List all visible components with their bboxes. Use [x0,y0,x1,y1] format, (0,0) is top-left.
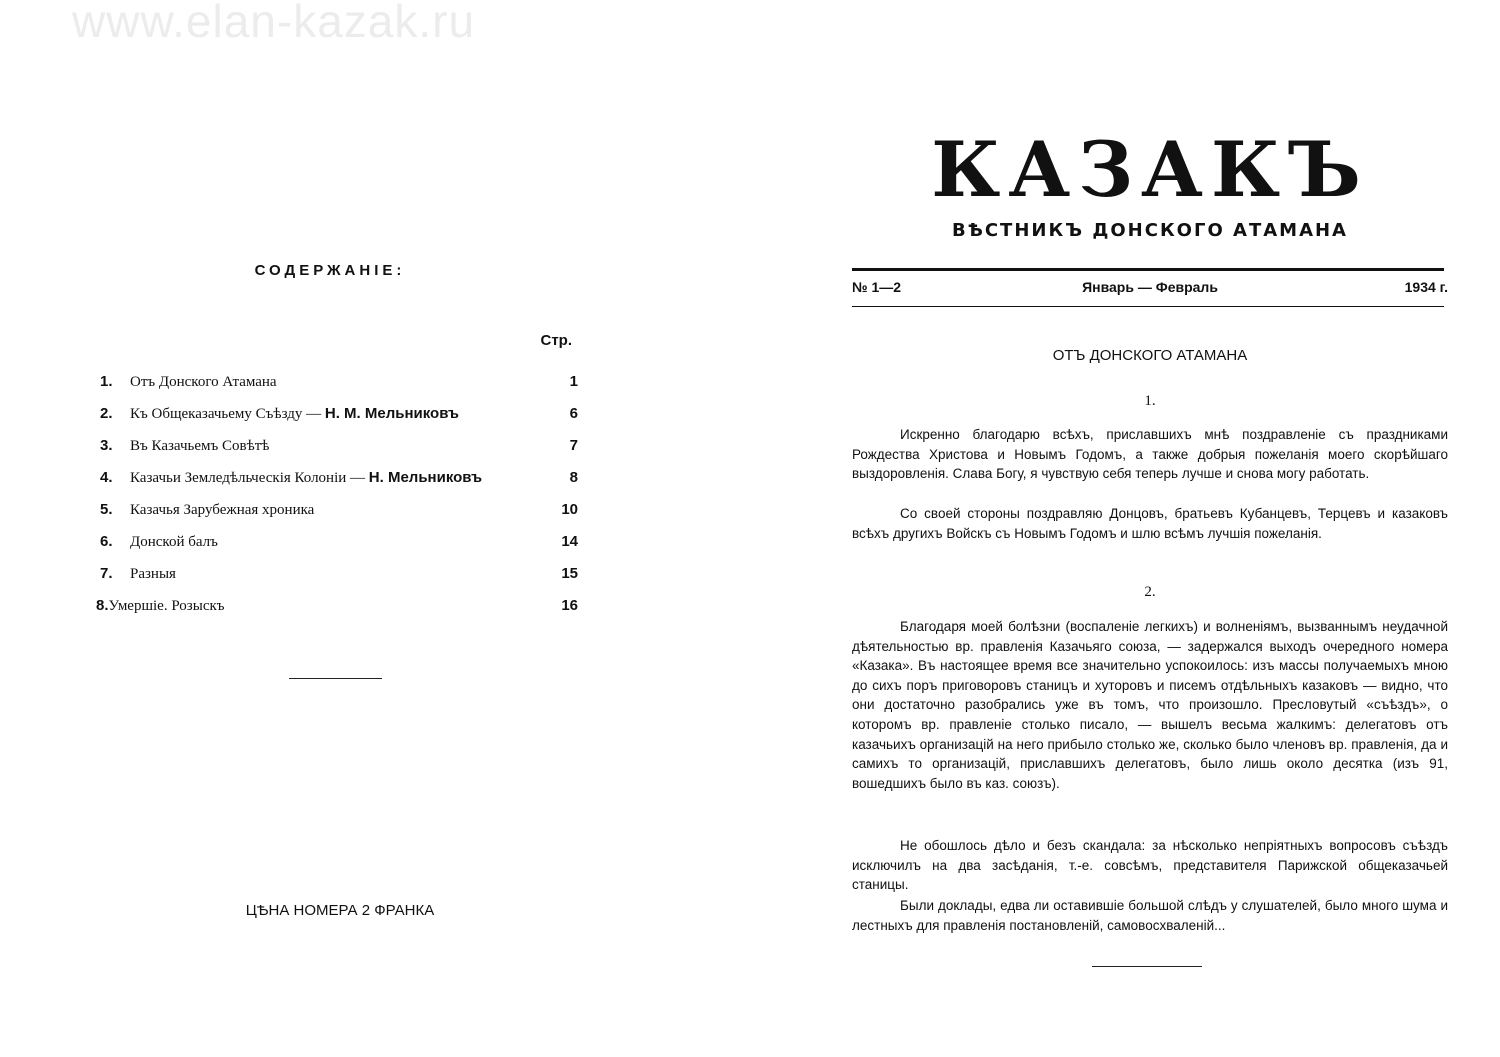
item-title-line [130,405,459,423]
article-paragraph: Благодаря моей болѣзни (воспаленіе легкихъ) и волненіямъ, вызваннымъ неудачной дѣятельностью вр. правленія Казачьяго союза, — задержался выходъ очередного номера «Казака». Въ настоящее время все значительно успокоилось: изъ массы получаемыхъ мною до сихъ поръ приговоровъ станицъ и хуторовъ и писемъ отдѣльныхъ казаковъ — видно, что они достаточно разобрались уже въ томъ, что произошло. Пресловутый «съѣздъ», о которомъ вр. правленіе столько писало, — вышелъ весьма жалкимъ: делегатовъ отъ казачьихъ организацій на него прибыло столько же, сколько было членовъ вр. правленія, да и самихъ то организацій, приславшихъ делегатовъ, было лишь около десятка (изъ 91, вошедшихъ было въ каз. союзъ). [852,619,1448,791]
article-end-rule [1092,966,1202,967]
contents-title: СОДЕРЖАНІЕ: [254,262,406,279]
item-number: 6. [100,533,113,550]
issue-date: Январь — Февраль [1082,279,1218,295]
item-title-line [130,437,269,455]
contents-item [100,469,580,501]
issue-number: № 1—2 [852,279,902,295]
article-paragraph: Искренно благодарю всѣхъ, приславшихъ мнѣ поздравленіе съ праздниками Рождества Христова и Новымъ Годомъ, а также добрыя пожеланія моего скорѣйшаго выздоровленія. Слава Богу, я чувствую себя теперь лучше и снова могу работать. [852,427,1448,482]
contents-item [100,405,580,437]
article-title: ОТЪ ДОНСКОГО АТАМАНА [1052,347,1248,364]
item-title-line [130,501,314,519]
newspaper-subtitle: ВѢСТНИКЪ ДОНСКОГО АТАМАНА [952,220,1348,241]
contents-item [100,533,580,565]
masthead-rule-bottom [852,306,1444,307]
front-page [820,0,1500,1057]
item-number: 7. [100,565,113,582]
item-page: 1 [569,373,578,390]
item-title: Донской балъ [130,534,218,550]
contents-item [100,565,580,597]
item-page: 8 [569,469,578,486]
item-author: Н. Мельниковъ [368,469,483,486]
article-paragraph: Не обошлось дѣло и безъ скандала: за нѣсколько непріятныхъ вопросовъ съѣздъ исключилъ на два засѣданія, т.-е. совсѣмъ, представителя Парижской общеказачьей станицы. [852,838,1448,893]
contents-list [96,373,580,629]
site-watermark: www.elan-kazak.ru [72,0,476,47]
article-paragraph: Были доклады, едва ли оставившіе большой слѣдъ у слушателей, было много шума и лестныхъ для правленія постановленій, самовосхваленій... [852,898,1448,933]
item-page: 14 [561,533,578,550]
item-number: 4. [100,469,113,486]
item-page: 15 [561,565,578,582]
contents-item [100,373,580,405]
contents-item [100,437,580,469]
section-number: 2. [1144,584,1156,600]
item-number: 3. [100,437,113,454]
item-page: 6 [569,405,578,422]
item-title: Казачьи Земледѣльческія Колоніи — [130,470,366,486]
contents-page [0,0,700,1057]
item-title-line [96,597,225,615]
item-number: 2. [100,405,113,422]
section-number: 1. [1144,393,1156,409]
contents-divider [289,678,382,679]
item-title: Въ Казачьемъ Совѣтѣ [130,438,270,454]
item-page: 10 [561,501,578,518]
contents-item [100,501,580,533]
item-number: 8. [96,597,109,614]
item-author: Н. М. Мельниковъ [324,405,459,422]
item-title: Къ Общеказачьему Съѣзду — [130,406,322,422]
item-title: Казачья Зарубежная хроника [130,502,315,518]
issue-info-line [852,279,1448,299]
item-title: Разныя [130,566,176,582]
contents-item [96,597,576,629]
item-number: 5. [100,501,113,518]
item-title-line [130,373,277,391]
item-number: 1. [100,373,113,390]
item-page: 16 [561,597,578,614]
item-page: 7 [569,437,578,454]
newspaper-title: КАЗАКЪ [931,125,1369,214]
masthead-rule-top [852,268,1444,271]
issue-year: 1934 г. [1404,279,1448,295]
article-paragraph: Со своей стороны поздравляю Донцовъ, братьевъ Кубанцевъ, Терцевъ и казаковъ всѣхъ другихъ Войскъ съ Новымъ Годомъ и шлю всѣмъ лучшія пожеланія. [852,506,1448,541]
item-title: Отъ Донского Атамана [130,374,277,390]
item-title: Умершіе. Розыскъ [108,598,225,614]
item-title-line [130,469,482,487]
item-title-line [130,533,218,551]
page-column-header: Стр. [540,332,572,349]
issue-price: ЦѢНА НОМЕРА 2 ФРАНКА [245,902,435,919]
item-title-line [130,565,176,583]
